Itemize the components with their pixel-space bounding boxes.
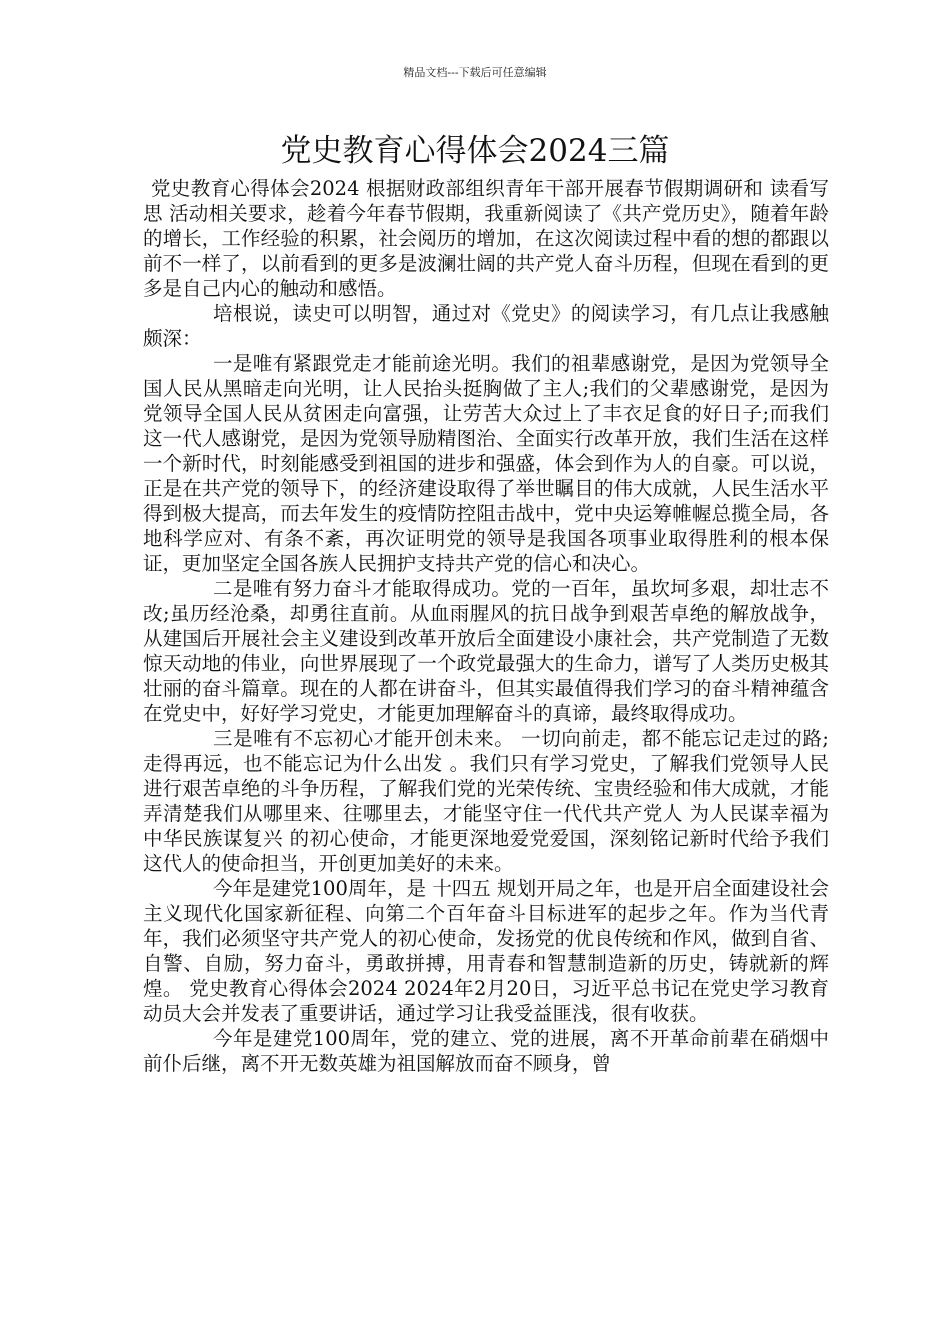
paragraph-point-three: 三是唯有不忘初心才能开创未来。 一切向前走，都不能忘记走过的路;走得再远，也不能忘记为什么出发 。我们只有学习党史，了解我们党领导人民进行艰苦卓绝的斗争历程，了解我们党的光荣传统、宝贵经验和伟大成就，才能弄清楚我们从哪里来、往哪里去，才能坚守住一代代共产党人 为人民谋幸福为中华民族谋复兴 的初心使命，才能更深地爱党爱国，深刻铭记新时代给予我们这代人的使命担当，开创更加美好的未来。 [143, 727, 829, 875]
paragraph-centenary: 今年是建党100周年，是 十四五 规划开局之年，也是开启全面建设社会主义现代化国家新征程、向第二个百年奋斗目标进军的起步之年。作为当代青年，我们必须坚守共产党人的初心使命，发扬党的优良传统和作风，做到自省、自警、自励，努力奋斗，勇敢拼搏，用青春和智慧制造新的历史，铸就新的辉煌。 党史教育心得体会2024 2024年2月20日，习近平总书记在党史学习教育动员大会并发表了重要讲话，通过学习让我受益匪浅，很有收获。 [143, 877, 829, 1025]
document-title: 党史教育心得体会2024三篇 [280, 133, 670, 169]
paragraph-intro: 党史教育心得体会2024 根据财政部组织青年干部开展春节假期调研和 读看写思 活动相关要求，趁着今年春节假期，我重新阅读了《共产党历史》，随着年龄的增长，工作经验的积累，社会阅历的增加，在这次阅读过程中看的想的都跟以前不一样了，以前看到的更多是波澜壮阔的共产党人奋斗历程，但现在看到的更多是自己内心的触动和感悟。 [143, 177, 829, 300]
paragraph-founding: 今年是建党100周年，党的建立、党的进展，离不开革命前辈在硝烟中前仆后继，离不开无数英雄为祖国解放而奋不顾身，曾 [143, 1027, 829, 1075]
document-body [143, 176, 829, 1076]
paragraph-bacon-quote: 培根说，读史可以明智，通过对《党史》的阅读学习，有几点让我感触颇深： [143, 302, 829, 350]
page-header: 精品文档---下载后可任意编辑 [403, 66, 547, 79]
paragraph-point-one: 一是唯有紧跟党走才能前途光明。我们的祖辈感谢党，是因为党领导全国人民从黑暗走向光明，让人民抬头挺胸做了主人;我们的父辈感谢党，是因为党领导全国人民从贫困走向富强，让劳苦大众过上了丰衣足食的好日子;而我们这一代人感谢党，是因为党领导励精图治、全面实行改革开放，我们生活在这样一个新时代，时刻能感受到祖国的进步和强盛，体会到作为人的自豪。可以说，正是在共产党的领导下，的经济建设取得了举世瞩目的伟大成就，人民生活水平得到极大提高，而去年发生的疫情防控阻击战中，党中央运筹帷幄总揽全局，各地科学应对、有条不紊，再次证明党的领导是我国各项事业取得胜利的根本保证，更加坚定全国各族人民拥护支持共产党的信心和决心。 [143, 352, 829, 575]
paragraph-point-two: 二是唯有努力奋斗才能取得成功。党的一百年，虽坎坷多艰，却壮志不改;虽历经沧桑，却勇往直前。从血雨腥风的抗日战争到艰苦卓绝的解放战争，从建国后开展社会主义建设到改革开放后全面建设小康社会，共产党制造了无数惊天动地的伟业，向世界展现了一个政党最强大的生命力，谱写了人类历史极其壮丽的奋斗篇章。现在的人都在讲奋斗，但其实最值得我们学习的奋斗精神蕴含在党史中，好好学习党史，才能更加理解奋斗的真谛，最终取得成功。 [143, 577, 829, 725]
